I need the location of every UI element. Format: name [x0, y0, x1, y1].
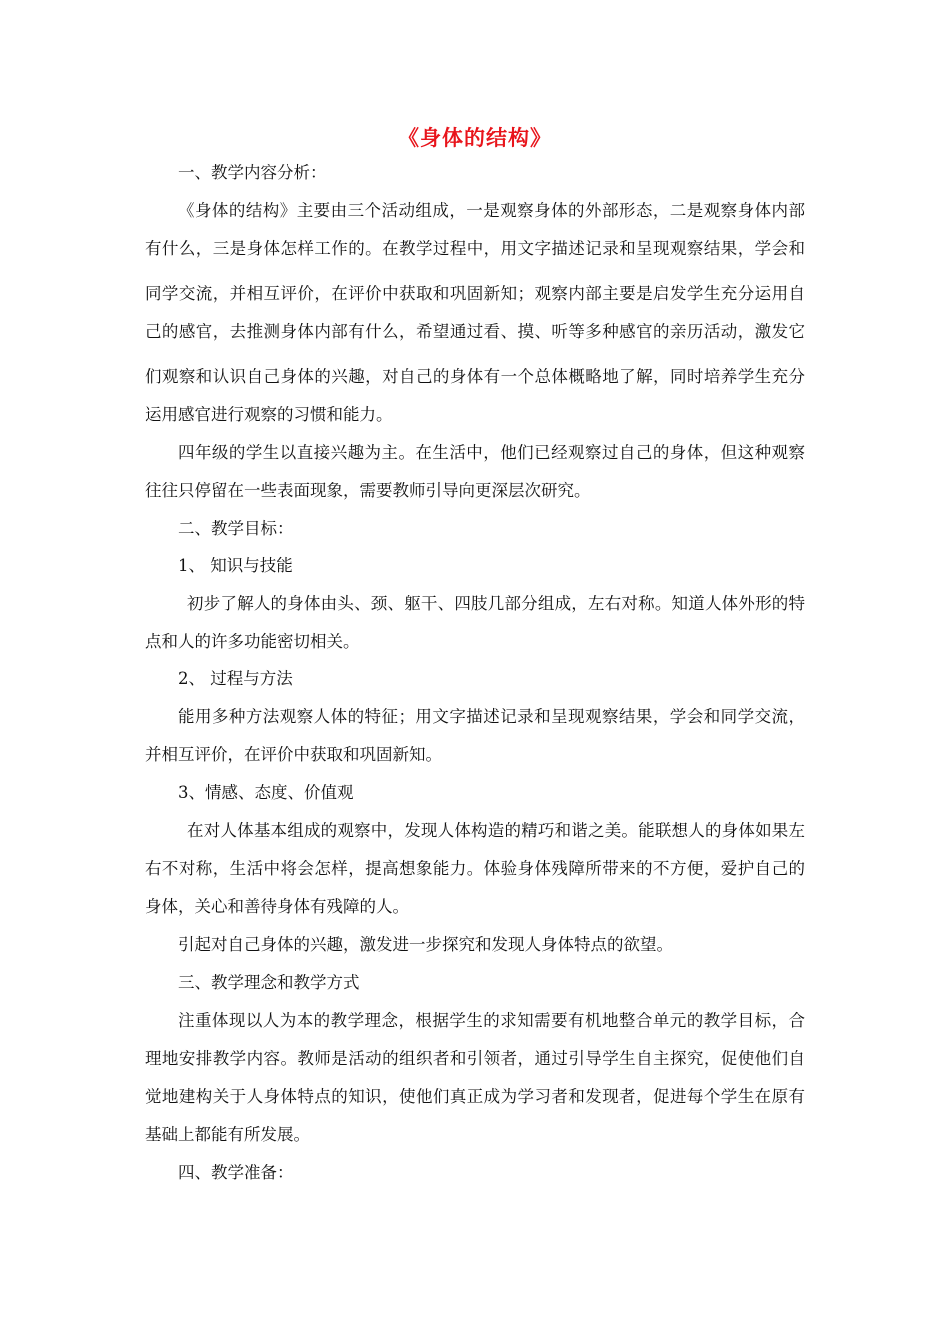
subheading-knowledge-skills: 1、 知识与技能	[178, 556, 293, 575]
paragraph-line: 往往只停留在一些表面现象，需要教师引导向更深层次研究。	[145, 481, 591, 500]
heading-content-analysis: 一、教学内容分析：	[178, 163, 327, 182]
paragraph-line: 点和人的许多功能密切相关。	[145, 632, 360, 651]
heading-teaching-preparation: 四、教学准备：	[178, 1163, 294, 1182]
paragraph-line: 运用感官进行观察的习惯和能力。	[145, 405, 393, 424]
subheading-emotions-values: 3、情感、态度、价值观	[178, 783, 354, 802]
paragraph-line: 身体，关心和善待身体有残障的人。	[145, 897, 409, 916]
paragraph-line: 能用多种方法观察人体的特征；用文字描述记录和呈现观察结果，学会和同学交流，	[178, 707, 805, 726]
document-title: 《身体的结构》	[398, 125, 552, 150]
subheading-process-methods: 2、 过程与方法	[178, 669, 293, 688]
paragraph-line: 己的感官，去推测身体内部有什么，希望通过看、摸、听等多种感官的亲历活动，激发它	[145, 322, 805, 341]
paragraph-line: 初步了解人的身体由头、颈、躯干、四肢几部分组成，左右对称。知道人体外形的特	[187, 594, 805, 613]
paragraph-line: 注重体现以人为本的教学理念，根据学生的求知需要有机地整合单元的教学目标，合	[178, 1011, 805, 1030]
paragraph-line: 们观察和认识自己身体的兴趣，对自己的身体有一个总体概略地了解，同时培养学生充分	[145, 367, 805, 386]
paragraph-line: 基础上都能有所发展。	[145, 1125, 310, 1144]
paragraph-line: 引起对自己身体的兴趣，激发进一步探究和发现人身体特点的欲望。	[178, 935, 673, 954]
paragraph-line: 理地安排教学内容。教师是活动的组织者和引领者，通过引导学生自主探究，促使他们自	[145, 1049, 805, 1068]
paragraph-line: 同学交流，并相互评价，在评价中获取和巩固新知；观察内部主要是启发学生充分运用自	[145, 284, 805, 303]
paragraph-line: 右不对称，生活中将会怎样，提高想象能力。体验身体残障所带来的不方便，爱护自己的	[145, 859, 805, 878]
heading-teaching-goals: 二、教学目标：	[178, 519, 294, 538]
paragraph-line: 有什么，三是身体怎样工作的。在教学过程中，用文字描述记录和呈现观察结果，学会和	[145, 239, 805, 258]
paragraph-line: 觉地建构关于人身体特点的知识，使他们真正成为学习者和发现者，促进每个学生在原有	[145, 1087, 805, 1106]
paragraph-line: 四年级的学生以直接兴趣为主。在生活中，他们已经观察过自己的身体，但这种观察	[178, 443, 805, 462]
paragraph-line: 在对人体基本组成的观察中，发现人体构造的精巧和谐之美。能联想人的身体如果左	[187, 821, 805, 840]
paragraph-line: 并相互评价，在评价中获取和巩固新知。	[145, 745, 442, 764]
paragraph-line: 《身体的结构》主要由三个活动组成，一是观察身体的外部形态，二是观察身体内部	[178, 201, 805, 220]
heading-teaching-philosophy: 三、教学理念和教学方式	[178, 973, 360, 992]
